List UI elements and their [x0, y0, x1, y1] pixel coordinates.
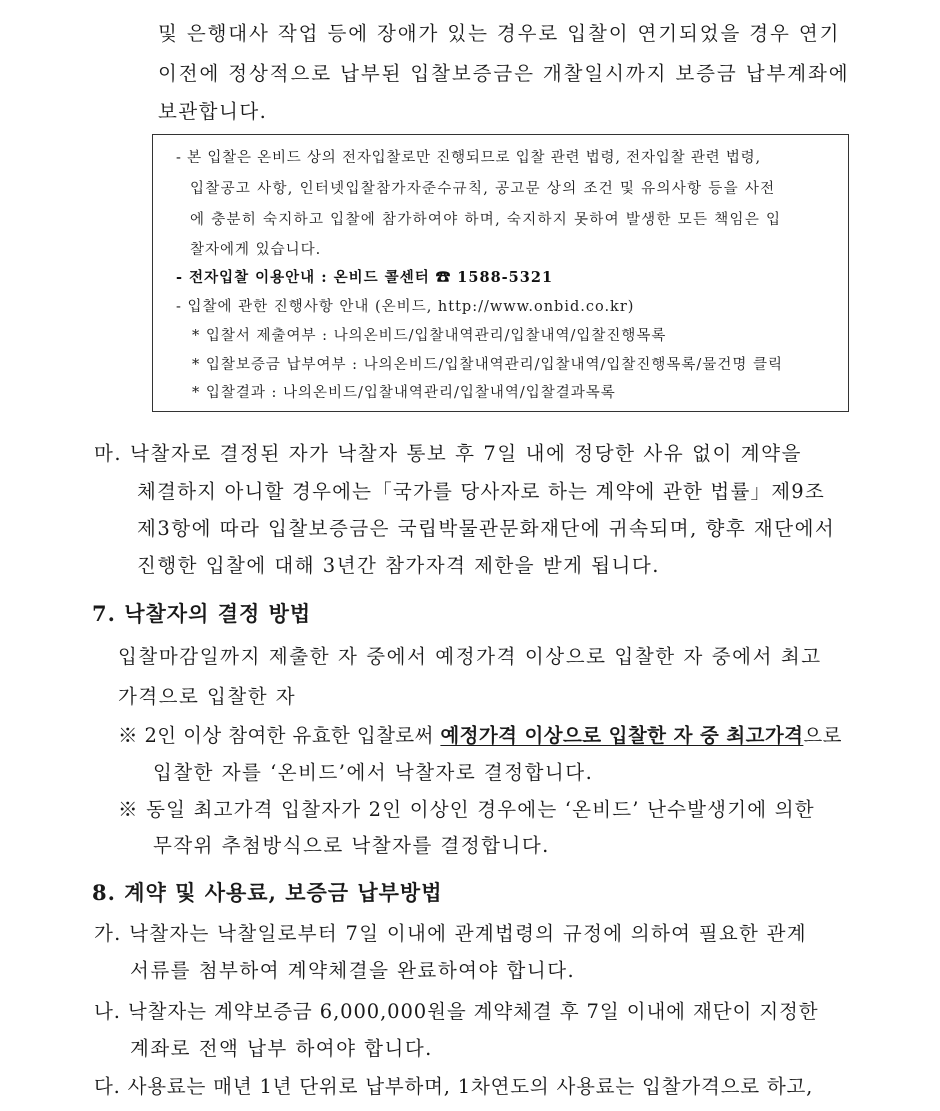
ma-line-4: 진행한 입찰에 대해 3년간 참가자격 제한을 받게 됩니다. [137, 554, 660, 577]
notice-bullet-1-line-4: 찰자에게 있습니다. [190, 242, 322, 258]
section-7-para-line-2: 가격으로 입찰한 자 [118, 685, 297, 708]
notice-bullet-1-line-2: 입찰공고 사항, 인터넷입찰참가자준수규칙, 공고문 상의 조건 및 유의사항 등을 사전 [190, 181, 776, 197]
notice-bullet-1-line-1: - 본 입찰은 온비드 상의 전자입찰로만 진행되므로 입찰 관련 법령, 전자입찰 관련 법령, [176, 150, 761, 166]
section-7-note-1-line-2: 입찰한 자를 ‘온비드’에서 낙찰자로 결정합니다. [153, 761, 594, 784]
ma-line-1: 마. 낙찰자로 결정된 자가 낙찰자 통보 후 7일 내에 정당한 사유 없이 계약을 [94, 442, 803, 465]
notice-sub-bid-result: * 입찰결과 : 나의온비드/입찰내역관리/입찰내역/입찰결과목록 [192, 385, 616, 401]
section-8-da-line-1: 다. 사용료는 매년 1년 단위로 납부하며, 1차연도의 사용료는 입찰가격으로 하고, [94, 1075, 814, 1098]
section-7-note-1-line-1 [118, 720, 842, 748]
section-7-note-1-post: 으로 [803, 724, 842, 747]
intro-line-1: 및 은행대사 작업 등에 장애가 있는 경우로 입찰이 연기되었을 경우 연기 [158, 22, 841, 45]
section-7-note-1-pre: ※ 2인 이상 참여한 유효한 입찰로써 [118, 724, 441, 747]
ma-line-3: 제3항에 따라 입찰보증금은 국립박물관문화재단에 귀속되며, 향후 재단에서 [137, 517, 836, 540]
section-7-note-2-line-2: 무작위 추첨방식으로 낙찰자를 결정합니다. [153, 834, 550, 857]
section-7-heading: 7. 낙찰자의 결정 방법 [92, 601, 312, 626]
intro-line-2: 이전에 정상적으로 납부된 입찰보증금은 개찰일시까지 보증금 납부계좌에 [158, 62, 850, 85]
notice-sub-bid-submission: * 입찰서 제출여부 : 나의온비드/입찰내역관리/입찰내역/입찰진행목록 [192, 328, 667, 344]
section-7-para-line-1: 입찰마감일까지 제출한 자 중에서 예정가격 이상으로 입찰한 자 중에서 최고 [118, 645, 822, 668]
notice-sub-deposit-status: * 입찰보증금 납부여부 : 나의온비드/입찰내역관리/입찰내역/입찰진행목록/물건명 클릭 [192, 357, 783, 373]
notice-callcenter: - 전자입찰 이용안내 : 온비드 콜센터 ☎ 1588-5321 [176, 269, 554, 286]
section-8-na-line-2: 계좌로 전액 납부 하여야 합니다. [130, 1037, 433, 1060]
section-8-ga-line-1: 가. 낙찰자는 낙찰일로부터 7일 이내에 관계법령의 규정에 의하여 필요한 관계 [94, 922, 807, 945]
notice-bullet-1-line-3: 에 충분히 숙지하고 입찰에 참가하여야 하며, 숙지하지 못하여 발생한 모든 책임은 입 [190, 212, 782, 228]
section-8-na-line-1: 나. 낙찰자는 계약보증금 6,000,000원을 계약체결 후 7일 이내에 재단이 지정한 [94, 1000, 819, 1023]
section-7-note-1-emphasis: 예정가격 이상으로 입찰한 자 중 최고가격 [440, 724, 804, 747]
intro-line-3: 보관합니다. [158, 100, 268, 123]
notice-progress-info: - 입찰에 관한 진행사항 안내 (온비드, http://www.onbid.co.kr) [176, 299, 635, 315]
section-8-heading: 8. 계약 및 사용료, 보증금 납부방법 [92, 880, 443, 905]
ma-line-2: 체결하지 아니할 경우에는「국가를 당사자로 하는 계약에 관한 법률」제9조 [137, 480, 825, 503]
section-8-ga-line-2: 서류를 첨부하여 계약체결을 완료하여야 합니다. [130, 959, 576, 982]
section-7-note-2-line-1: ※ 동일 최고가격 입찰자가 2인 이상인 경우에는 ‘온비드’ 난수발생기에 의한 [118, 798, 815, 821]
